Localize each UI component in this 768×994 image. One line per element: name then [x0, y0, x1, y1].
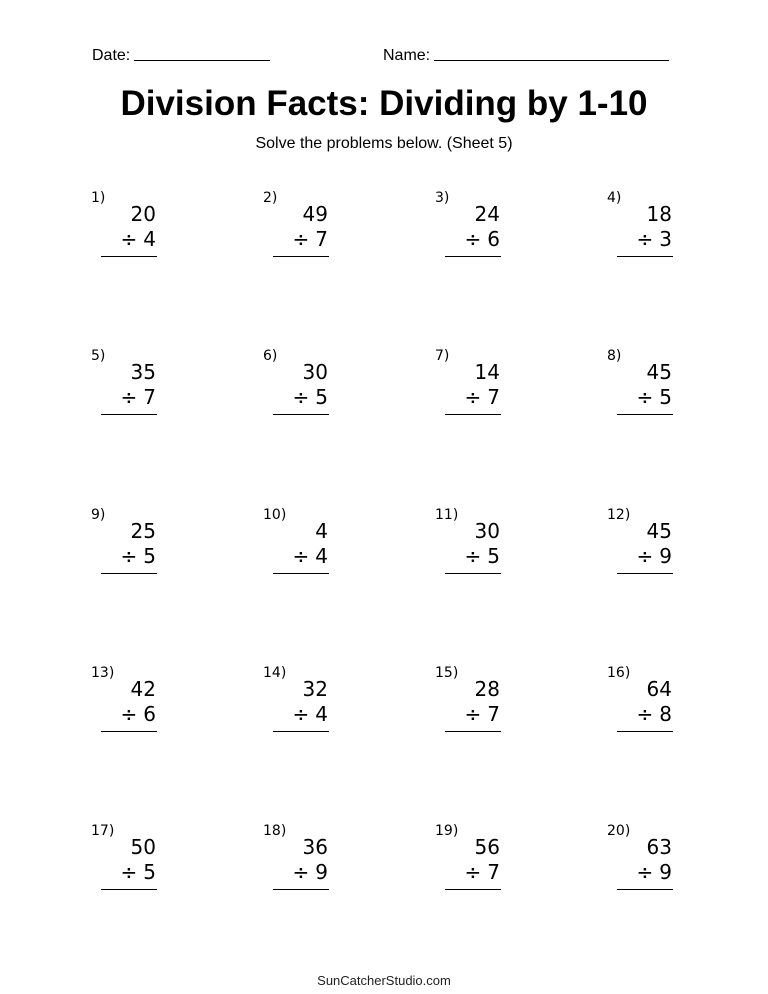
problem	[435, 190, 555, 290]
problem-number: 15)	[435, 665, 459, 681]
dividend: 50	[130, 835, 156, 859]
answer-line[interactable]	[445, 256, 501, 257]
divisor: 6	[143, 702, 156, 726]
divisor-row	[617, 227, 672, 251]
problem-number: 2)	[263, 190, 278, 206]
dividend: 35	[130, 360, 156, 384]
answer-line[interactable]	[617, 731, 673, 732]
divisor: 6	[487, 227, 500, 251]
division-sign: ÷	[636, 544, 654, 568]
name-blank-line[interactable]	[434, 59, 669, 61]
name-field[interactable]	[383, 47, 669, 65]
divisor: 4	[143, 227, 156, 251]
divisor: 4	[315, 544, 328, 568]
divisor-row	[101, 385, 156, 409]
dividend: 45	[646, 519, 672, 543]
divisor-row	[273, 702, 328, 726]
dividend: 25	[130, 519, 156, 543]
problem	[263, 823, 383, 923]
divisor-row	[445, 227, 500, 251]
date-blank-line[interactable]	[134, 59, 270, 61]
divisor-row	[617, 860, 672, 884]
dividend: 24	[474, 202, 500, 226]
answer-line[interactable]	[101, 573, 157, 574]
problem-number: 10)	[263, 507, 287, 523]
divisor-row	[101, 860, 156, 884]
dividend: 45	[646, 360, 672, 384]
name-label: Name:	[383, 47, 431, 64]
division-sign: ÷	[464, 702, 482, 726]
dividend: 30	[302, 360, 328, 384]
answer-line[interactable]	[101, 889, 157, 890]
divisor-row	[617, 385, 672, 409]
divisor: 5	[143, 544, 156, 568]
divisor-row	[445, 702, 500, 726]
problem-number: 6)	[263, 348, 278, 364]
dividend: 28	[474, 677, 500, 701]
division-sign: ÷	[636, 227, 654, 251]
dividend: 63	[646, 835, 672, 859]
division-sign: ÷	[292, 385, 310, 409]
footer-credit: SunCatcherStudio.com	[317, 973, 451, 988]
dividend: 64	[646, 677, 672, 701]
divisor-row	[445, 385, 500, 409]
divisor: 7	[487, 702, 500, 726]
divisor-row	[273, 227, 328, 251]
divisor-row	[101, 702, 156, 726]
problem-number: 9)	[91, 507, 106, 523]
problem	[435, 507, 555, 607]
division-sign: ÷	[292, 702, 310, 726]
problem-number: 16)	[607, 665, 631, 681]
division-sign: ÷	[292, 227, 310, 251]
divisor: 9	[659, 544, 672, 568]
answer-line[interactable]	[273, 731, 329, 732]
division-sign: ÷	[636, 860, 654, 884]
dividend: 30	[474, 519, 500, 543]
answer-line[interactable]	[101, 414, 157, 415]
division-sign: ÷	[120, 860, 138, 884]
date-field[interactable]	[92, 47, 270, 65]
problem-number: 12)	[607, 507, 631, 523]
problem	[91, 665, 211, 765]
divisor: 5	[143, 860, 156, 884]
divisor: 7	[315, 227, 328, 251]
answer-line[interactable]	[445, 731, 501, 732]
problem	[263, 507, 383, 607]
dividend: 42	[130, 677, 156, 701]
answer-line[interactable]	[617, 256, 673, 257]
division-sign: ÷	[120, 227, 138, 251]
answer-line[interactable]	[273, 889, 329, 890]
division-sign: ÷	[464, 544, 482, 568]
answer-line[interactable]	[273, 573, 329, 574]
answer-line[interactable]	[617, 889, 673, 890]
dividend: 32	[302, 677, 328, 701]
division-sign: ÷	[464, 227, 482, 251]
answer-line[interactable]	[101, 731, 157, 732]
division-sign: ÷	[464, 385, 482, 409]
divisor: 4	[315, 702, 328, 726]
division-sign: ÷	[292, 860, 310, 884]
problem-number: 4)	[607, 190, 622, 206]
division-sign: ÷	[292, 544, 310, 568]
date-label: Date:	[92, 47, 131, 64]
problem	[91, 507, 211, 607]
problem	[263, 665, 383, 765]
instructions: Solve the problems below. (Sheet 5)	[255, 135, 513, 152]
problem-number: 19)	[435, 823, 459, 839]
problem-number: 1)	[91, 190, 106, 206]
divisor-row	[617, 702, 672, 726]
problem	[607, 348, 727, 448]
dividend: 49	[302, 202, 328, 226]
problem	[607, 507, 727, 607]
divisor-row	[273, 544, 328, 568]
problem	[607, 665, 727, 765]
page-title: Division Facts: Dividing by 1-10	[120, 84, 648, 123]
problem-number: 3)	[435, 190, 450, 206]
problem-number: 20)	[607, 823, 631, 839]
dividend: 20	[130, 202, 156, 226]
divisor: 5	[315, 385, 328, 409]
divisor: 5	[659, 385, 672, 409]
problem-number: 13)	[91, 665, 115, 681]
divisor: 7	[487, 385, 500, 409]
problem	[435, 348, 555, 448]
divisor: 8	[659, 702, 672, 726]
problem-number: 14)	[263, 665, 287, 681]
division-sign: ÷	[636, 702, 654, 726]
problem-number: 5)	[91, 348, 106, 364]
answer-line[interactable]	[445, 889, 501, 890]
problem	[263, 348, 383, 448]
problem-number: 18)	[263, 823, 287, 839]
problem	[435, 823, 555, 923]
problem	[607, 823, 727, 923]
division-sign: ÷	[120, 385, 138, 409]
dividend: 4	[315, 519, 328, 543]
answer-line[interactable]	[617, 573, 673, 574]
divisor: 7	[487, 860, 500, 884]
answer-line[interactable]	[273, 256, 329, 257]
divisor-row	[273, 385, 328, 409]
problem	[91, 190, 211, 290]
dividend: 56	[474, 835, 500, 859]
answer-line[interactable]	[617, 414, 673, 415]
problem	[91, 348, 211, 448]
divisor-row	[273, 860, 328, 884]
divisor-row	[101, 227, 156, 251]
dividend: 18	[646, 202, 672, 226]
divisor-row	[101, 544, 156, 568]
answer-line[interactable]	[273, 414, 329, 415]
problem-number: 17)	[91, 823, 115, 839]
problem	[91, 823, 211, 923]
division-sign: ÷	[464, 860, 482, 884]
divisor: 9	[315, 860, 328, 884]
dividend: 36	[302, 835, 328, 859]
division-sign: ÷	[636, 385, 654, 409]
divisor: 3	[659, 227, 672, 251]
answer-line[interactable]	[445, 414, 501, 415]
divisor: 5	[487, 544, 500, 568]
problem-number: 11)	[435, 507, 459, 523]
divisor: 7	[143, 385, 156, 409]
problem	[607, 190, 727, 290]
problem-number: 8)	[607, 348, 622, 364]
problem	[263, 190, 383, 290]
problem-number: 7)	[435, 348, 450, 364]
dividend: 14	[474, 360, 500, 384]
divisor-row	[617, 544, 672, 568]
division-sign: ÷	[120, 702, 138, 726]
divisor-row	[445, 544, 500, 568]
division-sign: ÷	[120, 544, 138, 568]
divisor-row	[445, 860, 500, 884]
answer-line[interactable]	[101, 256, 157, 257]
problem	[435, 665, 555, 765]
divisor: 9	[659, 860, 672, 884]
answer-line[interactable]	[445, 573, 501, 574]
